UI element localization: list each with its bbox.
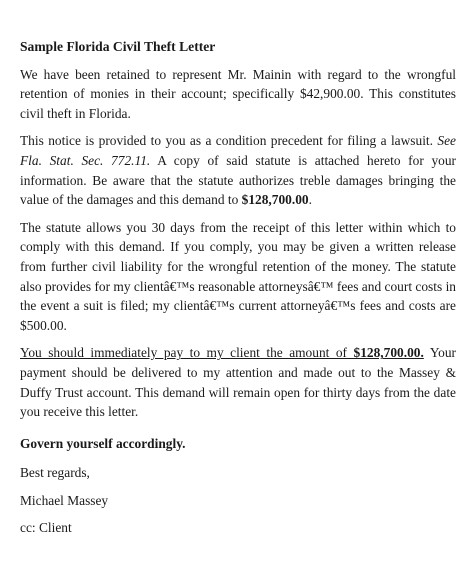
letter-title: Sample Florida Civil Theft Letter (20, 39, 216, 54)
notice-text-a: This notice is provided to you as a condition precedent for filing a lawsuit. (20, 133, 433, 149)
payment-amount: $128,700.00. (353, 345, 424, 361)
payment-demand-underlined (20, 345, 424, 360)
cc-line: cc: Client (20, 520, 72, 536)
regards-line: Best regards, (20, 465, 90, 481)
treble-amount: $128,700.00 (241, 192, 309, 208)
signoff (20, 434, 456, 538)
notice-period: . (308, 192, 312, 208)
paragraph-retention-text: We have been retained to represent Mr. Mainin with regard to the wrongful retention of monies in their account; specifically $42,900.00. This constitutes civil theft in Florida. (20, 66, 456, 121)
govern-line: Govern yourself accordingly. (20, 435, 186, 451)
paragraph-statute-text: The statute allows you 30 days from the receipt of this letter within which to comply with this demand. If you comply, you may be given a written release from further civil liability for the wrongful retention of the money. The statute also provides for my clientâ€™s reasonable attorneysâ€™ fees and court costs in the event a suit is filed; my clientâ€™s current attorneyâ€™s fees and costs are $500.00. (20, 219, 456, 333)
signer-name: Michael Massey (20, 492, 109, 508)
paragraph-notice (20, 131, 456, 209)
payment-instructions: Your payment should be delivered to my attention and made out to the Massey & Duffy Trust account. This demand will remain open for thirty days from the date you receive this letter. (20, 345, 456, 420)
statute-citation: See Fla. Stat. Sec. 772.11. (20, 133, 456, 168)
paragraph-payment (20, 343, 456, 421)
payment-demand-text: You should immediately pay to my client the amount of (20, 345, 348, 361)
notice-text-b: A copy of said statute is attached hereto for your information. Be aware that the statute authorizes treble damages bringing the value of the damages and this demand to (20, 152, 457, 208)
paragraph-statute (20, 218, 456, 336)
paragraph-retention (20, 65, 456, 124)
